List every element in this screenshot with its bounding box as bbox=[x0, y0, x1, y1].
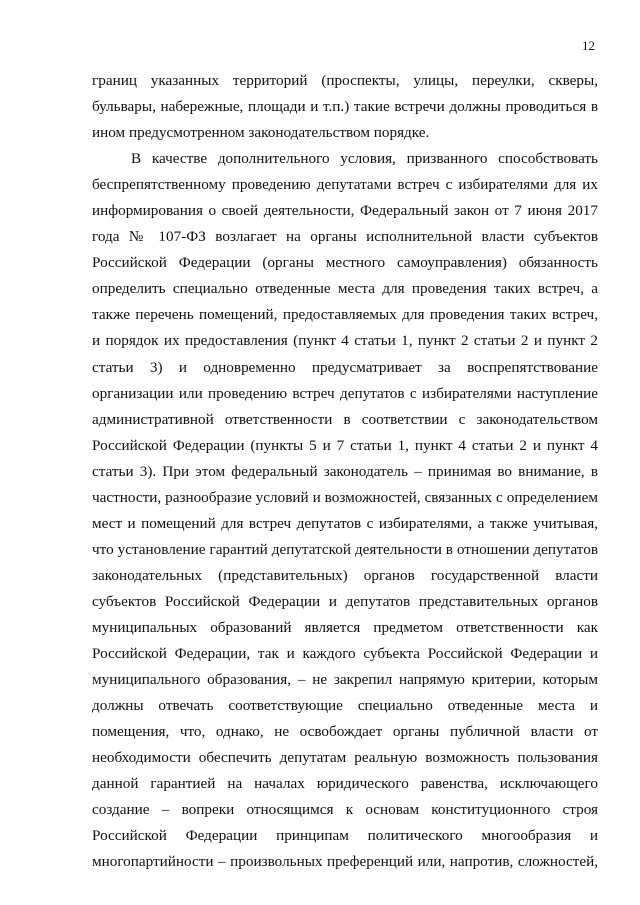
paragraph-2: В качестве дополнительного условия, призванного способствовать беспрепятственному проведению депутатами встреч с избирателями для их информирования о своей деятельности, Федеральный закон от 7 июня 2017 года № 107-ФЗ возлагает на органы исполнительной власти субъектов Российской Федерации (органы местного самоуправления) обязанность определить специально отведенные места для проведения таких встреч, а также перечень помещений, предоставляемых для проведения таких встреч, и порядок их предоставления (пункт 4 статьи 1, пункт 2 статьи 2 и пункт 2 статьи 3) и одновременно предусматривает за воспрепятствование организации или проведению встреч депутатов с избирателями наступление административной ответственности в соответствии с законодательством Российской Федерации (пункты 5 и 7 статьи 1, пункт 4 статьи 2 и пункт 4 статьи 3). При этом федеральный законодатель – принимая во внимание, в частности, разнообразие условий и возможностей, связанных с определением мест и помещений для встреч депутатов с избирателями, а также учитывая, что установление гарантий депутатской деятельности в отношении депутатов законодательных (представительных) органов государственной власти субъектов Российской Федерации и депутатов представительных органов муниципальных образований является предметом ответственности как Российской Федерации, так и каждого субъекта Российской Федерации и муниципального образования, – не закрепил напрямую критерии, которым должны отвечать соответствующие специально отведенные места и помещения, что, однако, не освобождает органы публичной власти от необходимости обеспечить депутатам реальную возможность пользования данной гарантией на началах юридического равенства, исключающего создание – вопреки относящимся к основам конституционного строя Российской Федерации принципам политического многообразия и многопартийности – произвольных преференций или, напротив, сложностей, bbox=[92, 150, 598, 871]
document-body bbox=[92, 68, 598, 875]
page-number: 12 bbox=[582, 38, 595, 53]
paragraph-1: границ указанных территорий (проспекты, улицы, переулки, скверы, бульвары, набережные, площади и т.п.) такие встречи должны проводиться в ином предусмотренном законодательством порядке. bbox=[92, 72, 598, 142]
